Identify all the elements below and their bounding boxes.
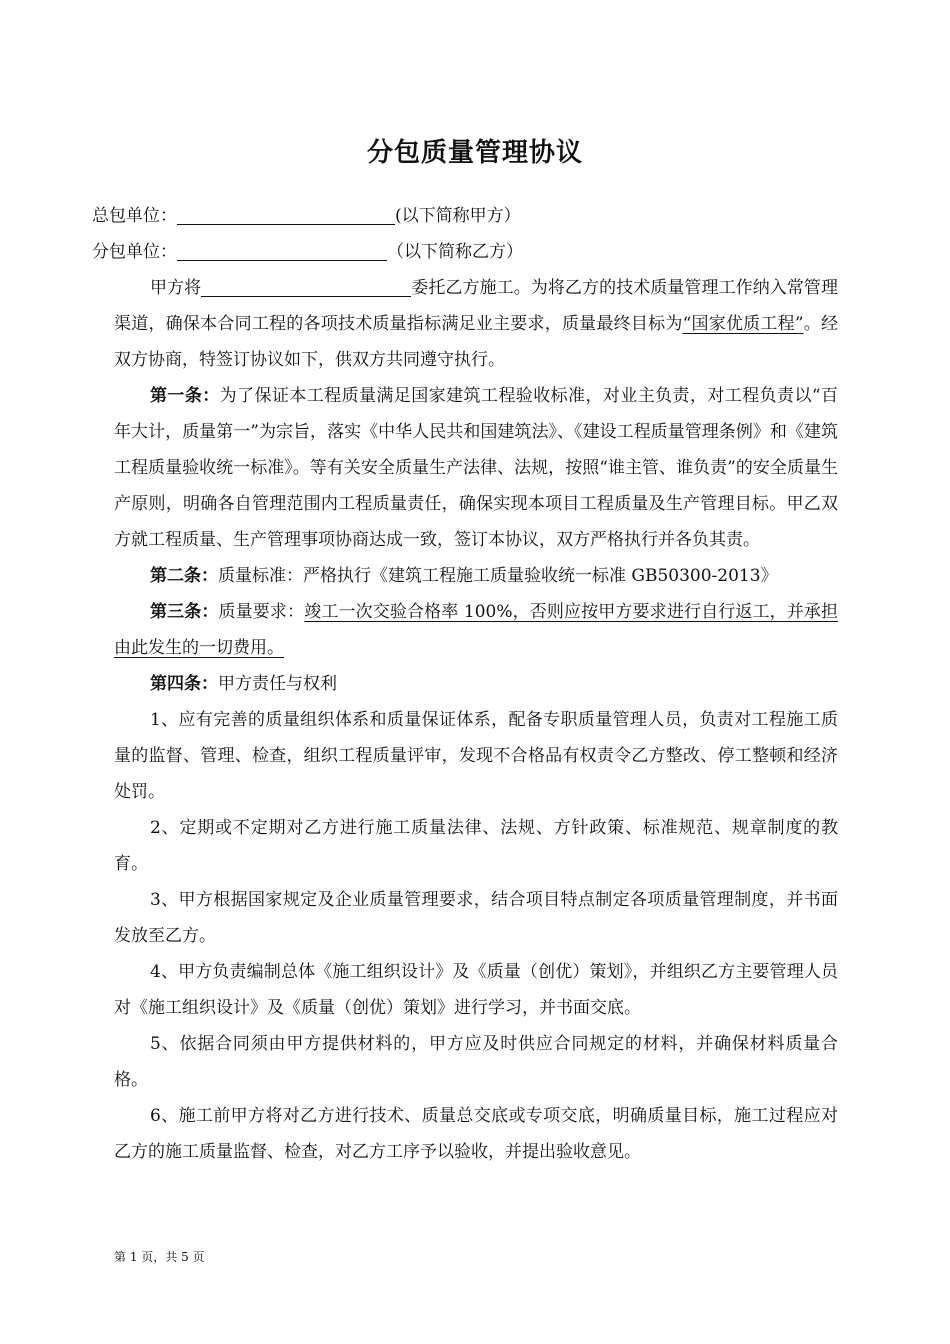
document-body xyxy=(92,198,839,1170)
list-item: 5、依据合同须由甲方提供材料的，甲方应及时供应合同规定的材料，并确保材料质量合格。 xyxy=(114,1034,838,1090)
article-3-text: 竣工一次交验合格率 100%，否则应按甲方要求进行自行返工，并承担由此发生的一切费用。 xyxy=(114,602,838,658)
article-1-text: 为了保证本工程质量满足国家建筑工程验收标准，对业主负责，对工程负责以“百年大计，质量第一”为宗旨，落实《中华人民共和国建筑法》、《建设工程质量管理条例》和《建筑工程质量验收统一标准》。等有关安全质量生产法律、法规，按照“谁主管、谁负责”的安全质量生产原则，明确各自管理范围内工程质量责任，确保实现本项目工程质量及生产管理目标。甲乙双方就工程质量、生产管理事项协商达成一致，签订本协议，双方严格执行并各负其责。 xyxy=(114,386,838,550)
list-item: 4、甲方负责编制总体《施工组织设计》及《质量（创优）策划》，并组织乙方主要管理人员对《施工组织设计》及《质量（创优）策划》进行学习，并书面交底。 xyxy=(114,962,838,1018)
general-contractor-suffix: (以下简称甲方） xyxy=(395,206,521,226)
subcontractor-label: 分包单位： xyxy=(92,242,177,262)
page-footer: 第 1 页，共 5 页 xyxy=(114,1250,205,1264)
general-contractor-blank xyxy=(177,202,395,225)
article-1-label: 第一条： xyxy=(150,386,220,406)
intro-end: 。经双方协商，特签订协议如下，供双方共同遵守执行。 xyxy=(114,314,839,370)
quality-target: “国家优质工程” xyxy=(682,314,804,334)
subcontractor-suffix: （以下简称乙方） xyxy=(387,242,523,262)
article-3 xyxy=(114,594,838,666)
intro-text: 委托乙方施工。为将乙方的技术质量管理工作纳入常管理渠道，确保本合同工程的各项技术质量指标满足业主要求，质量最终目标为 xyxy=(114,278,839,334)
article-4-text: 甲方责任与权利 xyxy=(218,674,337,694)
general-contractor-label: 总包单位： xyxy=(92,206,177,226)
article-4 xyxy=(114,666,838,702)
article-2 xyxy=(114,558,838,594)
document-title: 分包质量管理协议 xyxy=(366,138,583,168)
article-4-label: 第四条： xyxy=(150,674,218,694)
article-3-prefix: 质量要求： xyxy=(218,602,305,622)
list-item: 3、甲方根据国家规定及企业质量管理要求，结合项目特点制定各项质量管理制度，并书面发放至乙方。 xyxy=(114,890,838,946)
subcontractor-blank xyxy=(177,238,387,261)
intro-paragraph xyxy=(114,270,838,378)
article-1 xyxy=(114,378,838,558)
list-item: 2、定期或不定期对乙方进行施工质量法律、法规、方针政策、标准规范、规章制度的教育。 xyxy=(114,818,838,874)
article-2-label: 第二条： xyxy=(150,566,218,586)
subcontractor-line xyxy=(92,234,838,270)
list-item: 6、施工前甲方将对乙方进行技术、质量总交底或专项交底，明确质量目标，施工过程应对乙方的施工质量监督、检查，对乙方工序予以验收，并提出验收意见。 xyxy=(114,1106,838,1162)
article-3-label: 第三条： xyxy=(150,602,219,622)
article-2-text: 质量标准：严格执行《建筑工程施工质量验收统一标准 GB50300-2013》 xyxy=(218,566,778,586)
general-contractor-line xyxy=(92,198,838,234)
project-blank xyxy=(201,274,411,297)
intro-prefix: 甲方将 xyxy=(150,278,202,298)
list-item: 1、应有完善的质量组织体系和质量保证体系，配备专职质量管理人员，负责对工程施工质量的监督、管理、检查，组织工程质量评审，发现不合格品有权责令乙方整改、停工整顿和经济处罚。 xyxy=(114,710,838,802)
